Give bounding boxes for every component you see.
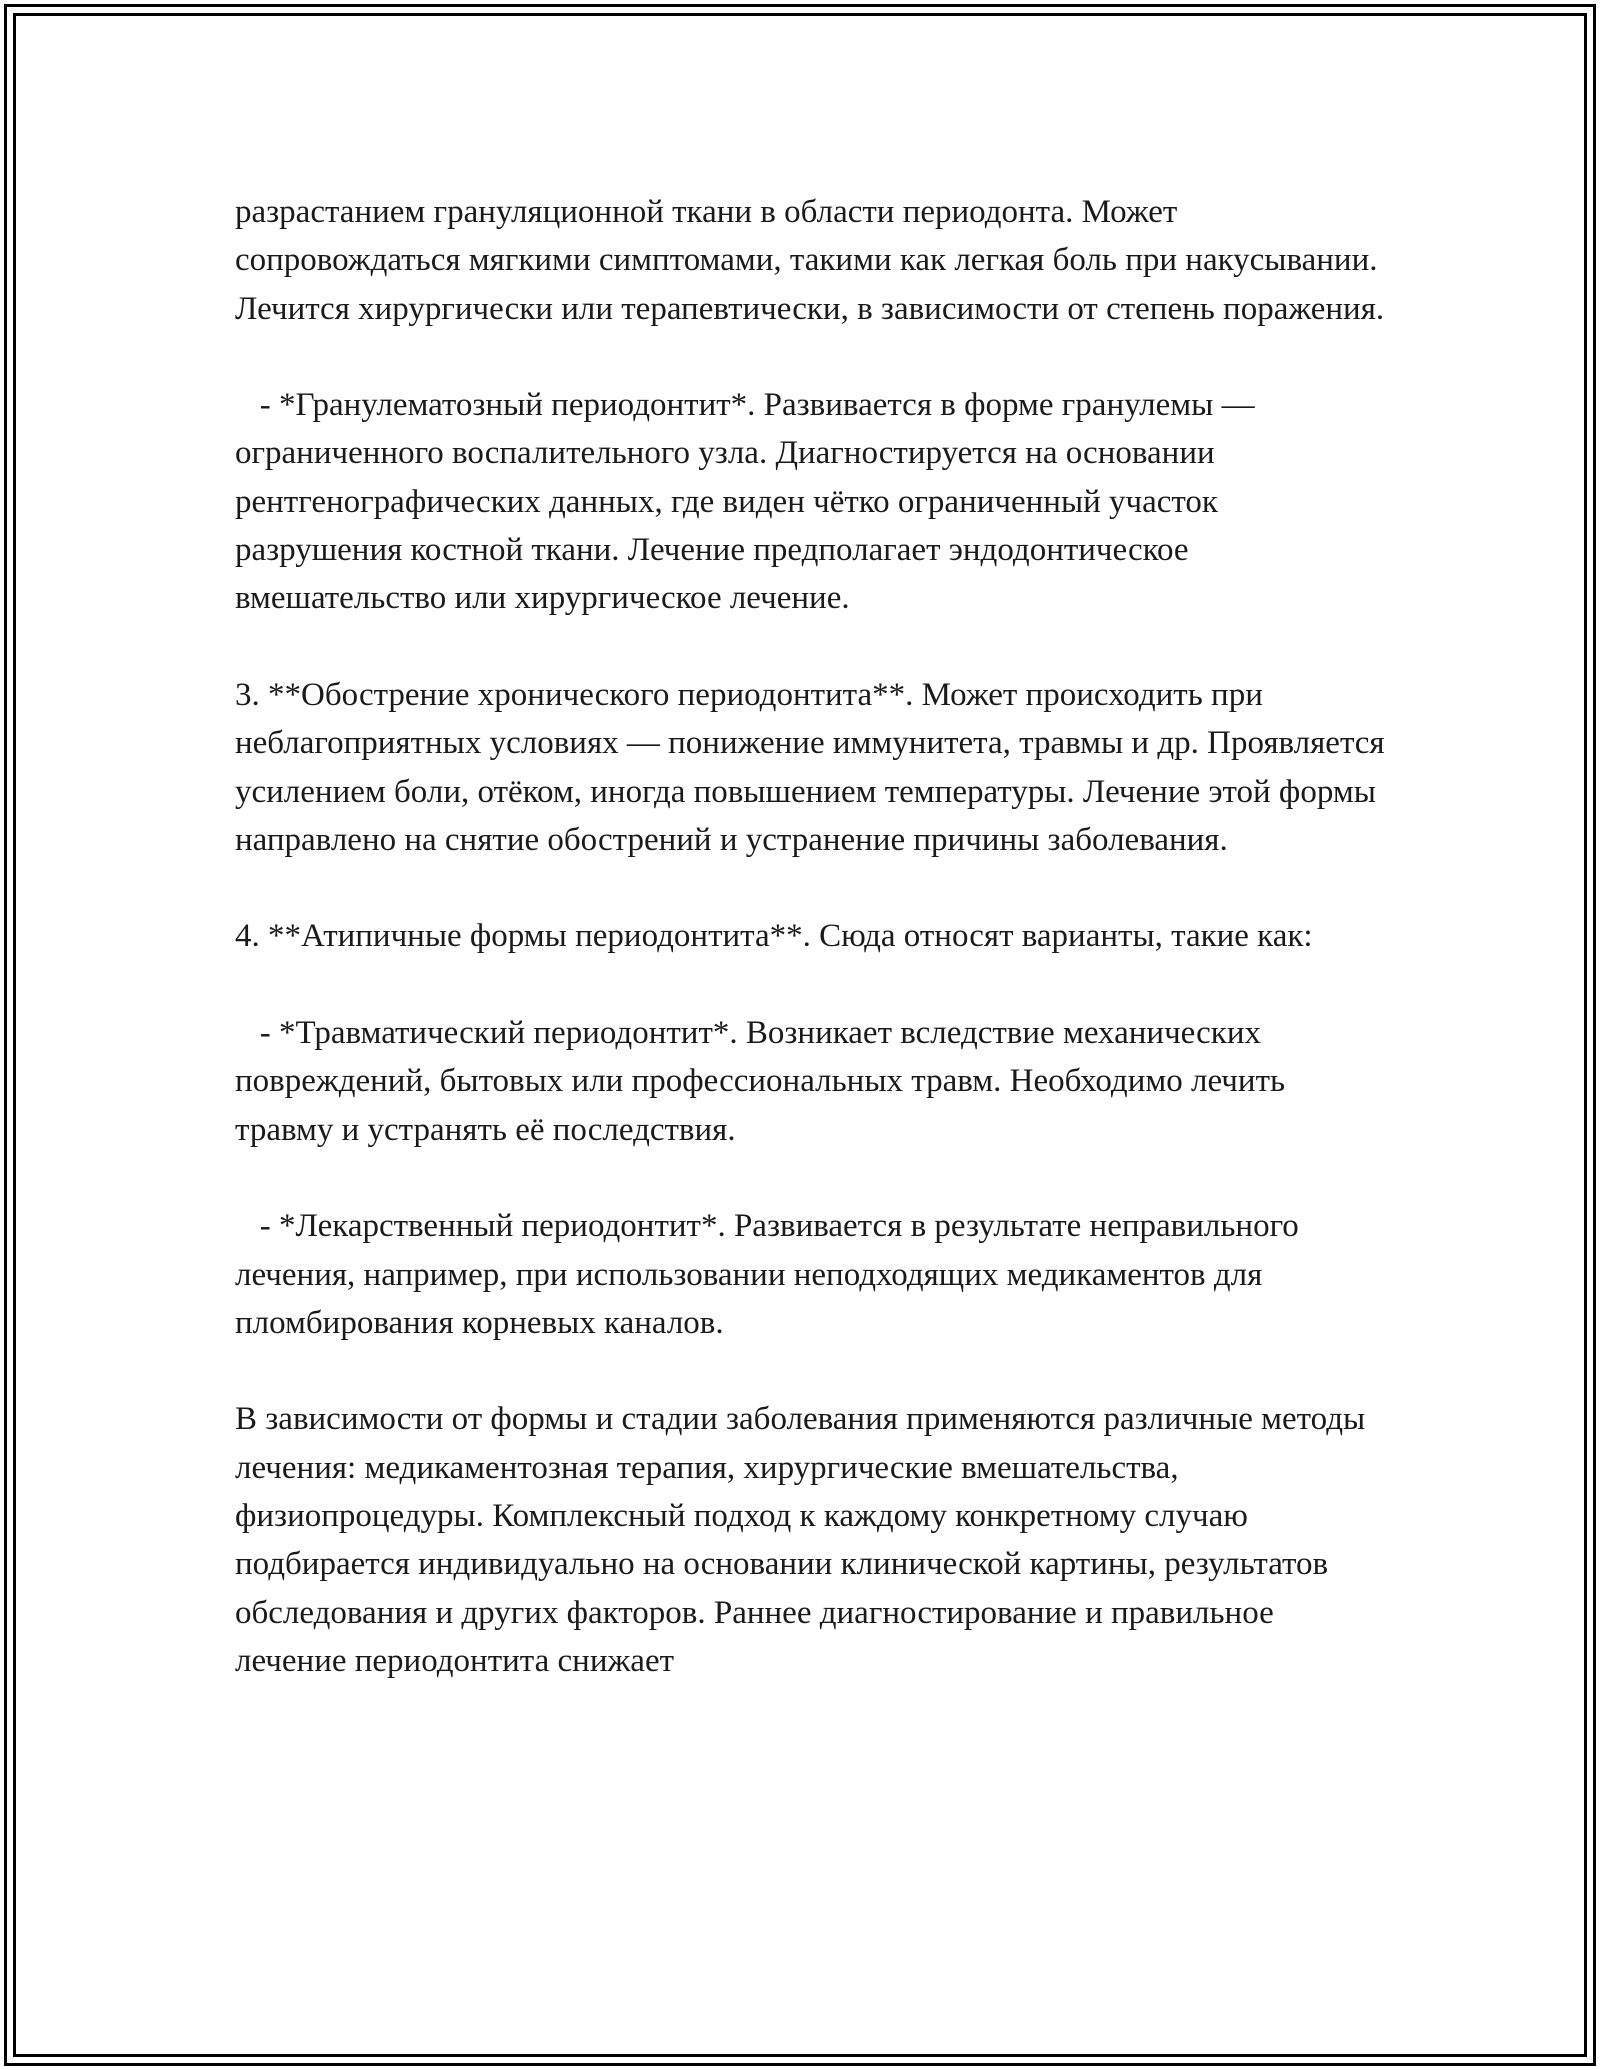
paragraph-medicinal: - *Лекарственный периодонтит*. Развивается в результате неправильного лечения, например, при использовании неподходящих медикаментов для пломбирования корневых каналов.: [235, 1208, 1308, 1341]
paragraph-traumatic: - *Травматический периодонтит*. Возникает вследствие механических повреждений, бытовых или профессиональных травм. Необходимо лечить травму и устранять её последствия.: [235, 1015, 1294, 1148]
document-body: [235, 188, 1393, 1685]
paragraph-atypical-forms: 4. **Атипичные формы периодонтита**. Сюда относят варианты, такие как:: [235, 918, 1313, 955]
paragraph-conclusion: В зависимости от формы и стадии заболевания применяются различные методы лечения: медикаментозная терапия, хирургические вмешательства, физиопроцедуры. Комплексный подход к каждому конкретному случаю подбирается индивидуально на основании клинической картины, результатов обследования и других факторов. Раннее диагностирование и правильное лечение периодонтита снижает: [235, 1401, 1374, 1679]
paragraph-exacerbation: 3. **Обострение хронического периодонтита**. Может происходить при неблагоприятных условиях — понижение иммунитета, травмы и др. Проявляется усилением боли, отёком, иногда повышением температуры. Лечение этой формы направлено на снятие обострений и устранение причины заболевания.: [235, 676, 1393, 858]
paragraph-granulomatous: - *Гранулематозный периодонтит*. Развивается в форме гранулемы — ограниченного воспалительного узла. Диагностируется на основании рентгенографических данных, где виден чётко ограниченный участок разрушения костной ткани. Лечение предполагает эндодонтическое вмешательство или хирургическое лечение.: [235, 387, 1263, 617]
paragraph-granulating-continuation: разрастанием грануляционной ткани в области периодонта. Может сопровождаться мягкими симптомами, такими как легкая боль при накусывании. Лечится хирургически или терапевтически, в зависимости от степень поражения.: [235, 194, 1386, 327]
